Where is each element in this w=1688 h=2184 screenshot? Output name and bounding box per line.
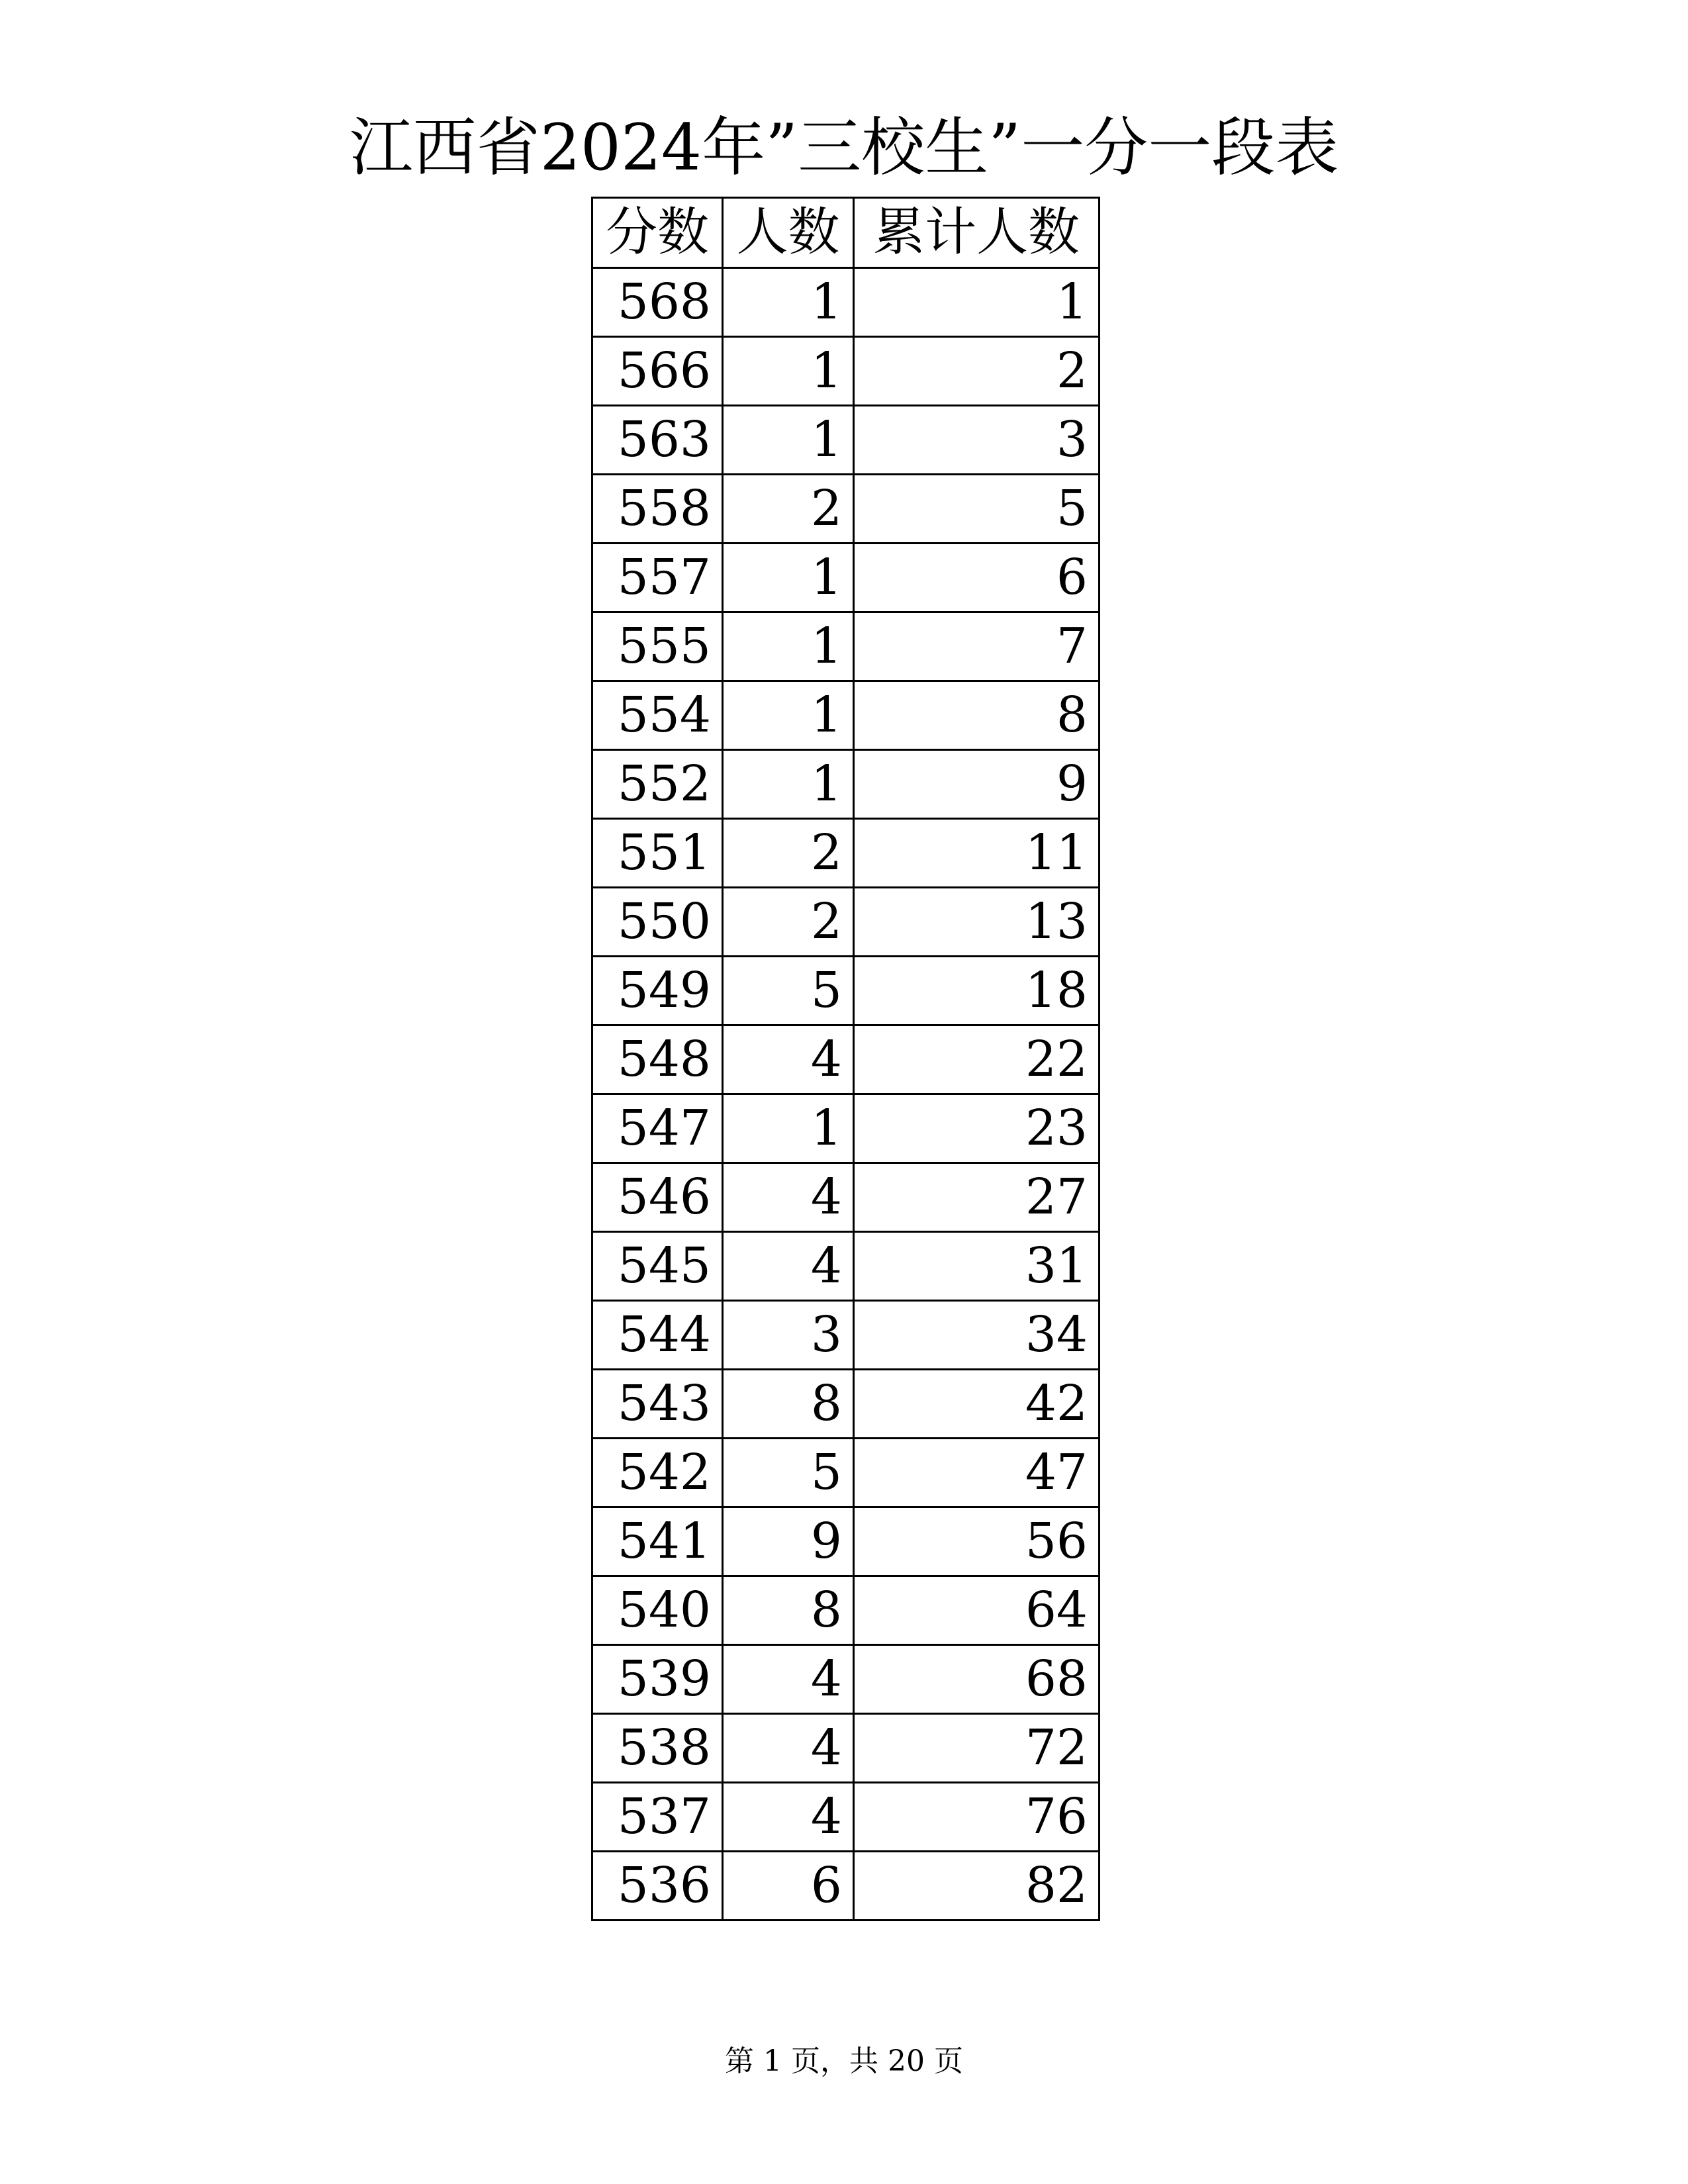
count-cell: 3 xyxy=(723,1301,854,1370)
cumulative-cell: 68 xyxy=(854,1645,1100,1714)
table-row xyxy=(592,750,1100,819)
table-row xyxy=(592,1507,1100,1576)
count-cell: 4 xyxy=(723,1645,854,1714)
table-row xyxy=(592,1370,1100,1439)
cumulative-cell: 22 xyxy=(854,1025,1100,1094)
count-cell: 2 xyxy=(723,475,854,544)
score-cell: 558 xyxy=(592,475,723,544)
count-cell: 1 xyxy=(723,1094,854,1163)
header-count: 人数 xyxy=(723,198,854,268)
count-cell: 1 xyxy=(723,337,854,406)
table-row xyxy=(592,544,1100,612)
score-distribution-table xyxy=(591,197,1100,1921)
table-row xyxy=(592,1094,1100,1163)
table-row xyxy=(592,475,1100,544)
cumulative-cell: 31 xyxy=(854,1232,1100,1301)
count-cell: 4 xyxy=(723,1163,854,1232)
score-cell: 543 xyxy=(592,1370,723,1439)
count-cell: 9 xyxy=(723,1507,854,1576)
score-cell: 537 xyxy=(592,1783,723,1852)
cumulative-cell: 23 xyxy=(854,1094,1100,1163)
cumulative-cell: 27 xyxy=(854,1163,1100,1232)
count-cell: 8 xyxy=(723,1576,854,1645)
cumulative-cell: 72 xyxy=(854,1714,1100,1783)
score-cell: 554 xyxy=(592,681,723,750)
table-row xyxy=(592,957,1100,1025)
cumulative-cell: 9 xyxy=(854,750,1100,819)
count-cell: 1 xyxy=(723,681,854,750)
table-row xyxy=(592,1163,1100,1232)
table-header-row xyxy=(592,198,1100,268)
table-row xyxy=(592,612,1100,681)
table-row xyxy=(592,1439,1100,1507)
score-cell: 542 xyxy=(592,1439,723,1507)
score-cell: 538 xyxy=(592,1714,723,1783)
count-cell: 2 xyxy=(723,819,854,888)
table-row xyxy=(592,1232,1100,1301)
count-cell: 4 xyxy=(723,1783,854,1852)
count-cell: 4 xyxy=(723,1232,854,1301)
page-footer: 第 1 页，共 20 页 xyxy=(725,2044,963,2078)
table-row xyxy=(592,888,1100,957)
cumulative-cell: 1 xyxy=(854,268,1100,337)
count-cell: 1 xyxy=(723,544,854,612)
cumulative-cell: 18 xyxy=(854,957,1100,1025)
count-cell: 8 xyxy=(723,1370,854,1439)
count-cell: 2 xyxy=(723,888,854,957)
cumulative-cell: 11 xyxy=(854,819,1100,888)
score-cell: 552 xyxy=(592,750,723,819)
cumulative-cell: 76 xyxy=(854,1783,1100,1852)
count-cell: 6 xyxy=(723,1852,854,1921)
table-row xyxy=(592,406,1100,475)
score-cell: 548 xyxy=(592,1025,723,1094)
count-cell: 4 xyxy=(723,1714,854,1783)
table-row xyxy=(592,337,1100,406)
cumulative-cell: 34 xyxy=(854,1301,1100,1370)
cumulative-cell: 2 xyxy=(854,337,1100,406)
cumulative-cell: 56 xyxy=(854,1507,1100,1576)
count-cell: 1 xyxy=(723,406,854,475)
count-cell: 1 xyxy=(723,268,854,337)
score-cell: 545 xyxy=(592,1232,723,1301)
table-row xyxy=(592,681,1100,750)
score-cell: 541 xyxy=(592,1507,723,1576)
cumulative-cell: 8 xyxy=(854,681,1100,750)
score-cell: 536 xyxy=(592,1852,723,1921)
table-row xyxy=(592,268,1100,337)
count-cell: 5 xyxy=(723,1439,854,1507)
cumulative-cell: 3 xyxy=(854,406,1100,475)
cumulative-cell: 5 xyxy=(854,475,1100,544)
score-cell: 540 xyxy=(592,1576,723,1645)
count-cell: 1 xyxy=(723,750,854,819)
cumulative-cell: 6 xyxy=(854,544,1100,612)
count-cell: 1 xyxy=(723,612,854,681)
cumulative-cell: 64 xyxy=(854,1576,1100,1645)
count-cell: 5 xyxy=(723,957,854,1025)
table-row xyxy=(592,1576,1100,1645)
score-cell: 546 xyxy=(592,1163,723,1232)
table-row xyxy=(592,1852,1100,1921)
score-cell: 549 xyxy=(592,957,723,1025)
page-title: 江西省2024年”三校生”一分一段表 xyxy=(349,111,1339,185)
table-row xyxy=(592,1645,1100,1714)
table-row xyxy=(592,1783,1100,1852)
cumulative-cell: 82 xyxy=(854,1852,1100,1921)
score-cell: 566 xyxy=(592,337,723,406)
header-score: 分数 xyxy=(592,198,723,268)
score-cell: 557 xyxy=(592,544,723,612)
score-cell: 551 xyxy=(592,819,723,888)
cumulative-cell: 13 xyxy=(854,888,1100,957)
score-cell: 544 xyxy=(592,1301,723,1370)
score-cell: 568 xyxy=(592,268,723,337)
score-cell: 550 xyxy=(592,888,723,957)
cumulative-cell: 47 xyxy=(854,1439,1100,1507)
score-cell: 539 xyxy=(592,1645,723,1714)
count-cell: 4 xyxy=(723,1025,854,1094)
cumulative-cell: 7 xyxy=(854,612,1100,681)
table-row xyxy=(592,1301,1100,1370)
table-row xyxy=(592,1025,1100,1094)
score-cell: 563 xyxy=(592,406,723,475)
header-cumulative: 累计人数 xyxy=(854,198,1100,268)
score-cell: 555 xyxy=(592,612,723,681)
table-body xyxy=(592,268,1100,1921)
table-row xyxy=(592,819,1100,888)
cumulative-cell: 42 xyxy=(854,1370,1100,1439)
table-row xyxy=(592,1714,1100,1783)
score-cell: 547 xyxy=(592,1094,723,1163)
